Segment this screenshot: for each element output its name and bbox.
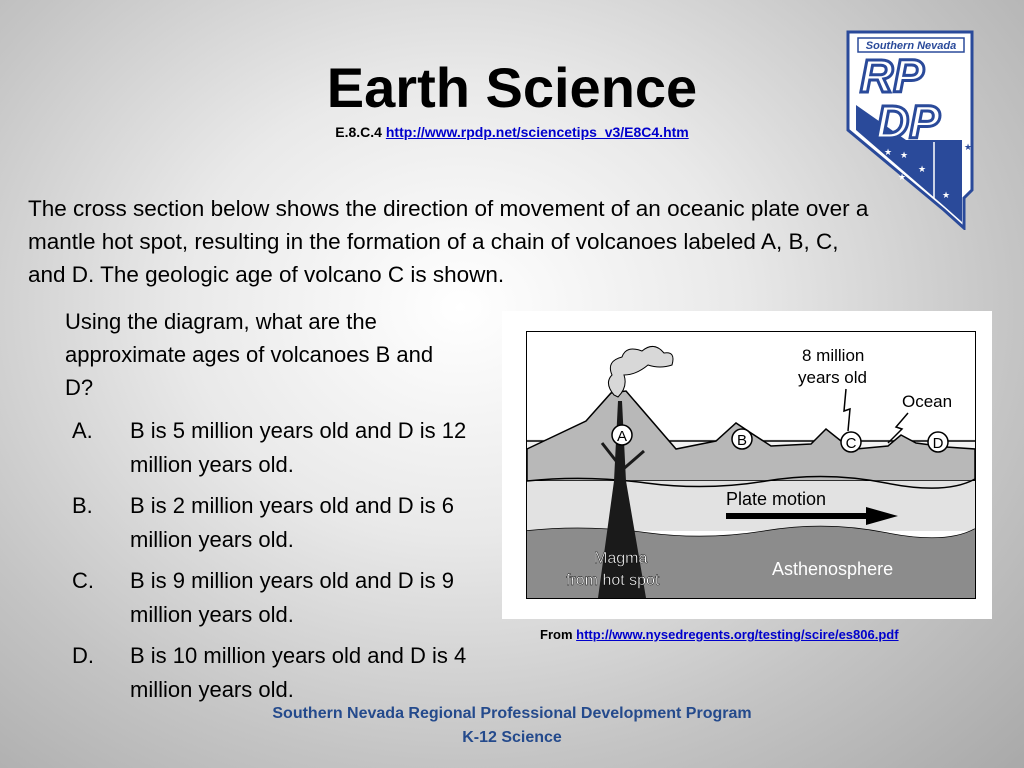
cross-section-diagram [526, 331, 976, 599]
svg-text:Southern Nevada: Southern Nevada [865, 40, 957, 52]
credit-link[interactable]: http://www.nysedregents.org/testing/scire/es806.pdf [576, 627, 899, 642]
option-letter: D. [72, 643, 94, 668]
footer [0, 702, 1024, 750]
svg-text:★: ★ [900, 150, 909, 160]
option-a[interactable] [72, 414, 472, 482]
standard-code: E.8.C.4 [335, 124, 382, 140]
svg-text:★: ★ [942, 190, 951, 200]
option-letter: A. [72, 418, 93, 443]
magma-label-line2: from hot spot [566, 572, 660, 589]
option-b[interactable] [72, 489, 472, 557]
option-text: B is 9 million years old and D is 9 million years old. [130, 568, 455, 627]
svg-text:RP: RP [860, 50, 924, 102]
intro-paragraph: The cross section below shows the direction of movement of an oceanic plate over a mantle hot spot, resulting in the formation of a chain of volcanoes labeled A, B, C, and D. The geologic age of volcano C is shown. [28, 196, 869, 287]
age-label-line2: years old [798, 368, 867, 387]
answer-options [72, 414, 472, 714]
figure-credit [540, 627, 899, 642]
volcano-label-c: C [845, 435, 857, 452]
slide-title: Earth Science [326, 56, 698, 119]
footer-line2: K-12 Science [462, 729, 562, 746]
age-label-line1: 8 million [802, 346, 865, 365]
volcano-label-b: B [736, 432, 748, 449]
ocean-label: Ocean [902, 392, 953, 411]
option-text: B is 5 million years old and D is 12 million years old. [130, 418, 467, 477]
svg-text:DP: DP [876, 96, 940, 148]
svg-text:★: ★ [918, 164, 927, 174]
option-letter: C. [72, 568, 94, 593]
option-d[interactable] [72, 639, 472, 707]
option-letter: B. [72, 493, 93, 518]
option-text: B is 10 million years old and D is 4 million years old. [130, 643, 467, 702]
magma-label-line1: Magma [594, 550, 648, 567]
svg-text:★: ★ [898, 172, 907, 182]
option-text: B is 2 million years old and D is 6 million years old. [130, 493, 455, 552]
option-c[interactable] [72, 564, 472, 632]
volcano-label-d: D [932, 435, 944, 452]
cross-section-figure [502, 311, 992, 619]
volcano-label-a: A [616, 428, 628, 445]
svg-text:★: ★ [884, 147, 893, 157]
standard-link[interactable]: http://www.rpdp.net/sciencetips_v3/E8C4.htm [385, 124, 689, 140]
footer-line1: Southern Nevada Regional Professional Development Program [272, 705, 752, 722]
plate-motion-label: Plate motion [726, 489, 827, 509]
svg-text:★: ★ [964, 142, 973, 152]
credit-prefix: From [540, 627, 573, 642]
asthenosphere-label: Asthenosphere [772, 559, 894, 579]
question-text: Using the diagram, what are the approximate ages of volcanoes B and D? [65, 309, 434, 400]
